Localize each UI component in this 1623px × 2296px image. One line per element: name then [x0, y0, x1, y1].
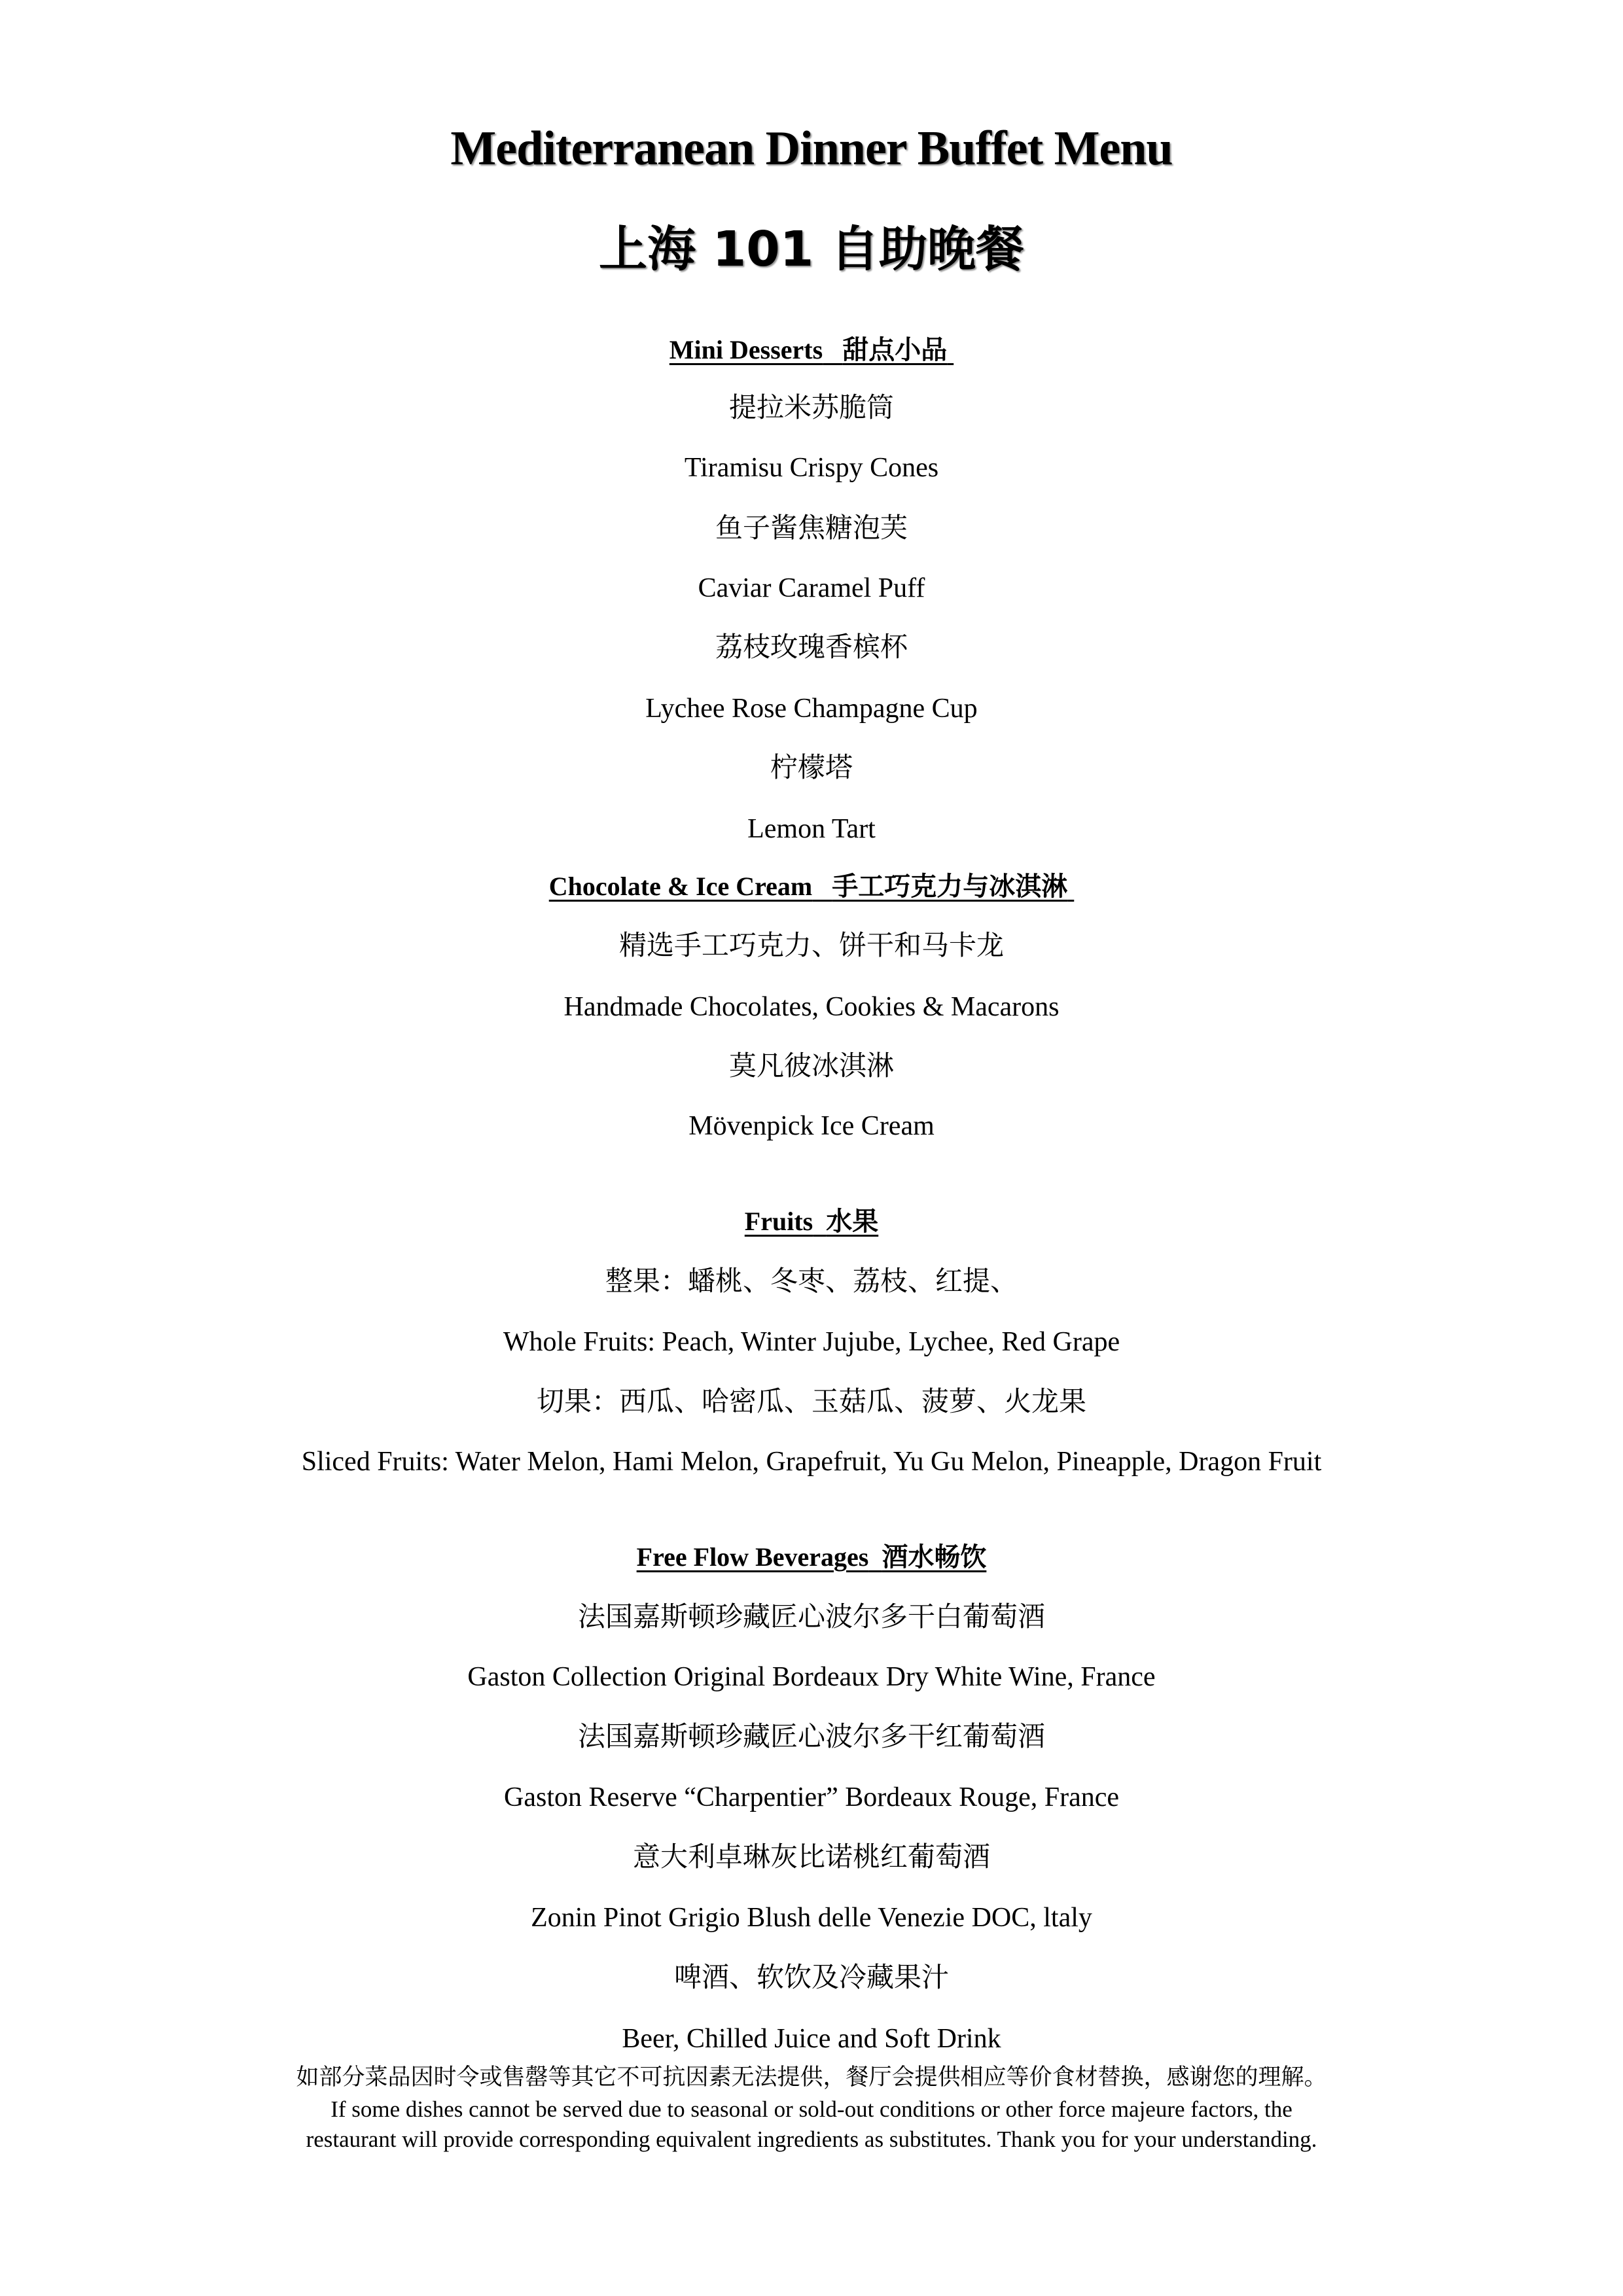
menu-item-chinese: 意大利卓琳灰比诺桃红葡萄酒 — [632, 1841, 990, 1873]
menu-item-english: Caviar Caramel Puff — [698, 573, 925, 603]
footer-note-english-line1: If some dishes cannot be served due to seasonal or sold-out conditions or other force majeure factors, the — [330, 2096, 1293, 2122]
menu-item-english: Beer, Chilled Juice and Soft Drink — [622, 2024, 1001, 2054]
section-heading-mini-desserts — [0, 337, 1623, 363]
menu-item-english: Lychee Rose Champagne Cup — [645, 694, 978, 724]
footer-note-chinese: 如部分菜品因时令或售罄等其它不可抗因素无法提供，餐厅会提供相应等价食材替换，感谢您的理解。 — [296, 2064, 1327, 2091]
section-heading-english: Mini Desserts — [669, 335, 823, 364]
section-heading-free-flow-beverages — [0, 1544, 1623, 1570]
menu-item-chinese: 莫凡彼冰淇淋 — [728, 1050, 894, 1082]
menu-item-chinese: 啤酒、软饮及冷藏果汁 — [673, 1961, 949, 1993]
menu-item-english: Tiramisu Crispy Cones — [684, 453, 939, 483]
section-heading-chocolate-ice-cream — [0, 874, 1623, 900]
section-heading-chinese: 水果 — [826, 1207, 879, 1237]
menu-item-english: Mövenpick Ice Cream — [688, 1111, 935, 1141]
menu-item-chinese: 鱼子酱焦糖泡芙 — [715, 512, 908, 544]
section-heading-chinese: 酒水畅饮 — [882, 1542, 987, 1572]
menu-item-chinese: 法国嘉斯顿珍藏匠心波尔多干白葡萄酒 — [577, 1600, 1045, 1633]
section-heading-fruits — [0, 1209, 1623, 1235]
menu-item-english: Handmade Chocolates, Cookies & Macarons — [563, 992, 1060, 1022]
section-heading-english: Chocolate & Ice Cream — [548, 872, 813, 901]
section-heading-chinese: 手工巧克力与冰淇淋 — [832, 872, 1068, 902]
section-heading-chinese: 甜点小品 — [842, 335, 948, 365]
section-heading-english: Fruits — [744, 1207, 813, 1236]
menu-item-chinese: 提拉米苏脆筒 — [728, 391, 894, 423]
menu-item-chinese: 荔枝玫瑰香槟杯 — [715, 631, 908, 663]
menu-item-english: Sliced Fruits: Water Melon, Hami Melon, Grapefruit, Yu Gu Melon, Pineapple, Dragon Fruit — [301, 1447, 1322, 1477]
menu-title-english: Mediterranean Dinner Buffet Menu — [450, 122, 1173, 175]
menu-item-chinese: 法国嘉斯顿珍藏匠心波尔多干红葡萄酒 — [577, 1720, 1045, 1752]
footer-note-english-line2: restaurant will provide corresponding equivalent ingredients as substitutes. Thank you for your understanding. — [306, 2127, 1317, 2152]
section-heading-english: Free Flow Beverages — [636, 1542, 869, 1572]
menu-item-english: Gaston Collection Original Bordeaux Dry White Wine, France — [467, 1662, 1156, 1692]
menu-item-english: Zonin Pinot Grigio Blush delle Venezie DOC, ltaly — [531, 1903, 1092, 1933]
menu-item-english: Lemon Tart — [747, 814, 876, 844]
menu-item-chinese: 切果：西瓜、哈密瓜、玉菇瓜、菠萝、火龙果 — [536, 1385, 1086, 1417]
menu-item-english: Gaston Reserve “Charpentier” Bordeaux Rouge, France — [504, 1782, 1119, 1812]
menu-item-chinese: 整果：蟠桃、冬枣、荔枝、红提、 — [605, 1265, 1018, 1297]
menu-item-chinese: 柠檬塔 — [770, 751, 853, 783]
menu-title-chinese: 上海 101 自助晚餐 — [599, 221, 1024, 277]
menu-item-chinese: 精选手工巧克力、饼干和马卡龙 — [618, 929, 1004, 961]
menu-item-english: Whole Fruits: Peach, Winter Jujube, Lychee, Red Grape — [503, 1327, 1120, 1357]
